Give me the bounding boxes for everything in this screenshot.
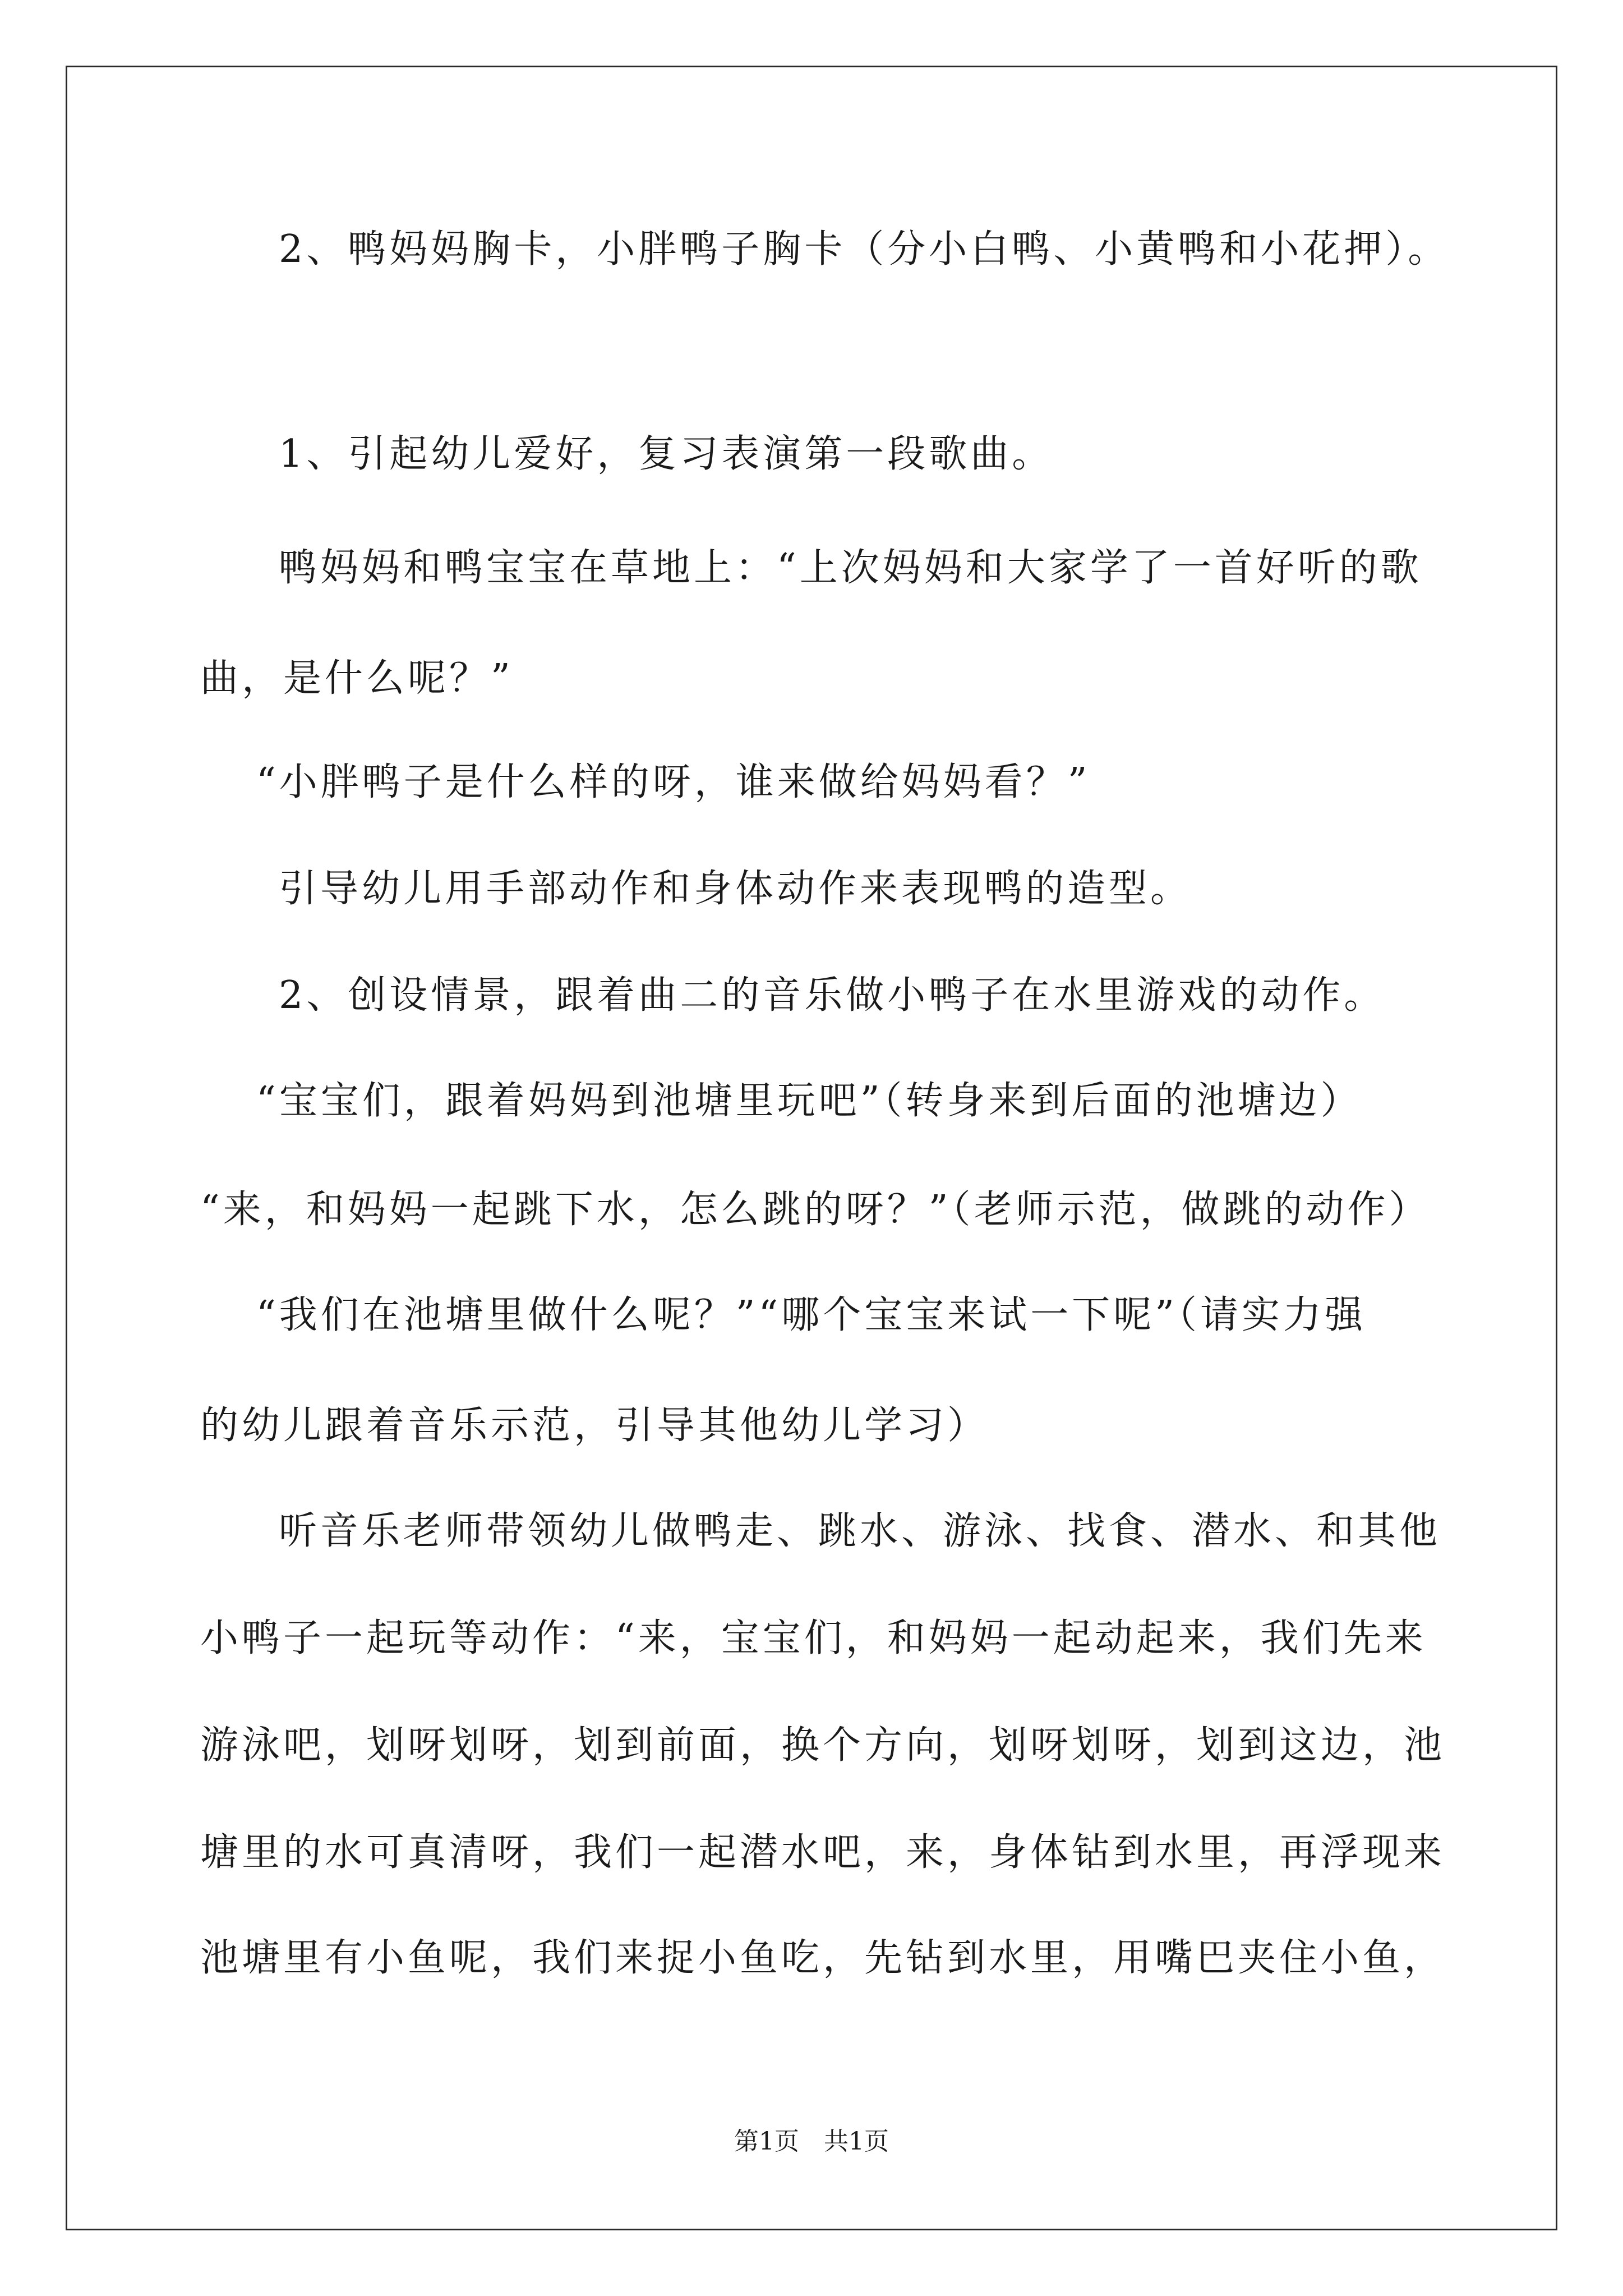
text-line: 鸭妈妈和鸭宝宝在草地上：“上次妈妈和大家学了一首好听的歌 — [279, 546, 1422, 590]
text-line: “小胖鸭子是什么样的呀，谁来做给妈妈看？” — [256, 760, 1091, 804]
text-line: 塘里的水可真清呀，我们一起潜水吧，来，身体钻到水里，再浮现来 — [200, 1830, 1446, 1875]
text-line: 2、创设情景，跟着曲二的音乐做小鸭子在水里游戏的动作。 — [279, 973, 1386, 1018]
text-line: “我们在池塘里做什么呢？”“哪个宝宝来试一下呢”（请实力强 — [256, 1293, 1367, 1337]
text-line: 2、鸭妈妈胸卡，小胖鸭子胸卡（分小白鸭、小黄鸭和小花押）。 — [279, 227, 1450, 272]
text-line: 曲，是什么呢？” — [200, 656, 514, 701]
text-line: 听音乐老师带领幼儿做鸭走、跳水、游泳、找食、潜水、和其他 — [279, 1509, 1441, 1553]
text-line: 的幼儿跟着音乐示范，引导其他幼儿学习） — [200, 1404, 989, 1448]
page-border — [66, 66, 1557, 2230]
text-line: “来，和妈妈一起跳下水，怎么跳的呀？”（老师示范，做跳的动作） — [200, 1188, 1431, 1232]
text-line: “宝宝们，跟着妈妈到池塘里玩吧”（转身来到后面的池塘边） — [256, 1079, 1362, 1123]
text-line: 1、引起幼儿爱好，复习表演第一段歌曲。 — [279, 432, 1054, 476]
text-line: 小鸭子一起玩等动作：“来，宝宝们，和妈妈一起动起来，我们先来 — [200, 1616, 1427, 1660]
text-line: 引导幼儿用手部动作和身体动作来表现鸭的造型。 — [279, 867, 1192, 911]
text-line: 池塘里有小鱼呢，我们来捉小鱼吃，先钻到水里，用嘴巴夹住小鱼， — [200, 1936, 1446, 1980]
page-number: 第1页 共1页 — [734, 2127, 889, 2156]
text-line: 游泳吧，划呀划呀，划到前面，换个方向，划呀划呀，划到这边，池 — [200, 1723, 1446, 1768]
